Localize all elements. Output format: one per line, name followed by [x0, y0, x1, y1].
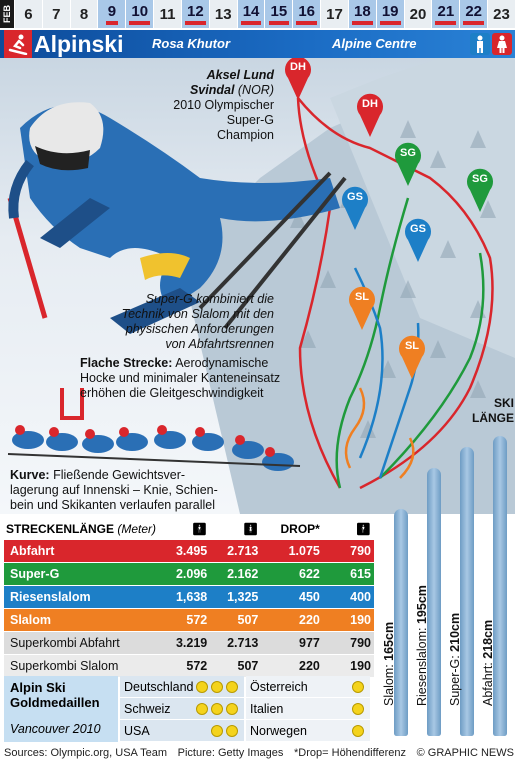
calendar-day: 13 [209, 0, 237, 28]
table-cell-name: Super-G [10, 567, 60, 581]
superg-description: Super-G kombiniert die Technik von Slalom mit den physischen Anforderungen von Abfahrtsrennen [121, 292, 274, 351]
skier-icon [4, 30, 32, 58]
course-stats-table [4, 518, 374, 678]
calendar-day: 7 [42, 0, 70, 28]
medal-entry [246, 720, 370, 741]
medal-entry [120, 676, 244, 697]
table-cell-l-w: 1,325 [227, 590, 259, 604]
table-row [4, 540, 374, 563]
male-icon: 🚹︎ [191, 522, 208, 536]
table-cell-d-m: 1.075 [288, 544, 320, 558]
course-marker-sg [466, 168, 494, 212]
country-name: Österreich [250, 679, 308, 694]
calendar-day: 23 [487, 0, 515, 28]
gold-medal-icon [211, 703, 223, 715]
course-marker-sl [348, 286, 376, 330]
ski-length-label: Abfahrt: 218cm [481, 619, 495, 706]
country-name: USA [124, 723, 150, 738]
ski [493, 436, 507, 736]
table-cell-d-w: 790 [350, 636, 371, 650]
calendar-day: 10 [125, 0, 153, 28]
table-cell-d-m: 622 [299, 567, 320, 581]
table-cell-l-w: 507 [237, 659, 259, 673]
sources: Sources: Olympic.org, USA Team [4, 747, 168, 759]
marker-label: SG [472, 173, 488, 185]
marker-label: SG [400, 147, 416, 159]
calendar-day: 8 [70, 0, 98, 28]
table-cell-name: Slalom [10, 613, 51, 627]
table-header: STRECKENLÄNGE (Meter) 🚹︎ 🚺︎ DROP* 🚹︎ [4, 518, 374, 540]
gold-medal-icon [226, 725, 238, 737]
country-name: Deutschland [124, 679, 194, 694]
marker-label: GS [347, 191, 363, 203]
drop-note: *Drop= Höhendifferenz [294, 747, 407, 759]
ski [460, 447, 474, 736]
table-cell-d-m: 450 [299, 590, 320, 604]
country-name: Schweiz [124, 701, 171, 716]
gold-medal-icon [352, 681, 364, 693]
marker-label: DH [290, 61, 306, 73]
table-cell-d-w: 190 [350, 659, 371, 673]
gold-medal-icon [196, 681, 208, 693]
table-cell-d-m: 220 [299, 659, 320, 673]
ski-length-label: SKI LÄNGE [472, 396, 514, 425]
male-icon [470, 33, 490, 55]
calendar-day: 12 [181, 0, 209, 28]
calendar-day: 22 [459, 0, 487, 28]
calendar-day: 15 [264, 0, 292, 28]
table-cell-name: Abfahrt [10, 544, 55, 558]
table-cell-l-w: 2.713 [227, 636, 259, 650]
table-row [4, 632, 374, 655]
table-cell-l-m: 3.219 [175, 636, 208, 650]
gold-medal-icon [211, 725, 223, 737]
table-cell-l-m: 2.096 [175, 567, 208, 581]
country-name: Norwegen [250, 723, 307, 738]
course-marker-dh [284, 58, 312, 100]
calendar-day: 14 [237, 0, 265, 28]
footer [4, 742, 514, 764]
ski-length-graphic [376, 430, 515, 742]
venue-name: Rosa Khutor [152, 36, 230, 51]
marker-label: GS [410, 223, 426, 235]
picture-credit: Picture: Getty Images [177, 747, 284, 759]
ski-length-label: Super-G: 210cm [448, 612, 462, 706]
table-cell-d-m: 977 [299, 636, 320, 650]
table-cell-l-w: 2.162 [227, 567, 259, 581]
ski [427, 468, 441, 736]
month-label: FEB [0, 0, 14, 28]
table-cell-name: Riesenslalom [10, 590, 91, 604]
calendar-day: 21 [431, 0, 459, 28]
female-icon: 🚺︎ [243, 522, 259, 536]
ski [394, 509, 408, 736]
gold-medal-icon [226, 681, 238, 693]
table-cell-d-w: 190 [350, 613, 371, 627]
medals-title-box: Alpin Ski Goldmedaillen Vancouver 2010 [4, 676, 118, 742]
calendar-day: 11 [153, 0, 181, 28]
course-marker-sg [394, 142, 422, 186]
table-cell-l-m: 1,638 [175, 590, 208, 604]
calendar-day: 16 [292, 0, 320, 28]
venue-subname: Alpine Centre [332, 36, 417, 51]
table-row [4, 563, 374, 586]
marker-label: SL [354, 291, 370, 303]
country-name: Italien [250, 701, 284, 716]
table-cell-l-m: 572 [186, 659, 208, 673]
gold-medal-icon [352, 725, 364, 737]
gold-medals-panel [4, 676, 370, 742]
gold-medal-icon [226, 703, 238, 715]
medal-entry [246, 676, 370, 697]
table-cell-name: Superkombi Abfahrt [10, 636, 120, 650]
course-marker-gs [341, 186, 369, 230]
marker-label: SL [404, 340, 420, 352]
flat-course-description: Flache Strecke: Aerodynamische Hocke und minimaler Kanteneinsatz erhöhen die Gleitgeschwindigkeit [80, 356, 281, 400]
marker-label: DH [362, 98, 378, 110]
calendar-day: 19 [376, 0, 404, 28]
table-row [4, 655, 374, 678]
calendar-strip [0, 0, 515, 28]
calendar-day: 6 [14, 0, 42, 28]
course-marker-gs [404, 218, 432, 262]
female-icon [492, 33, 512, 55]
gold-medal-icon [352, 703, 364, 715]
page-title: Alpinski [34, 31, 124, 57]
calendar-day: 20 [404, 0, 432, 28]
table-cell-d-w: 790 [350, 544, 371, 558]
table-cell-name: Superkombi Slalom [10, 659, 119, 673]
table-cell-l-m: 572 [186, 613, 208, 627]
course-marker-sl [398, 335, 426, 379]
graphic-credit: © GRAPHIC NEWS [416, 747, 514, 759]
table-cell-l-w: 507 [237, 613, 259, 627]
table-cell-l-w: 2.713 [227, 544, 259, 558]
male-icon: 🚹︎ [355, 522, 371, 536]
table-cell-l-m: 3.495 [175, 544, 208, 558]
calendar-day: 9 [97, 0, 125, 28]
table-row [4, 609, 374, 632]
table-row [4, 586, 374, 609]
ski-length-label: Riesenslalom: 195cm [415, 585, 429, 706]
calendar-day: 17 [320, 0, 348, 28]
ski-length-label: Slalom: 165cm [382, 621, 396, 706]
calendar-day: 18 [348, 0, 376, 28]
curve-description: Kurve: Fließende Gewichtsver- lagerung auf Innenski – Knie, Schien- bein und Skikanten verlaufen parallel [10, 468, 218, 512]
medal-entry [246, 698, 370, 719]
gold-medal-icon [196, 703, 208, 715]
table-cell-d-w: 400 [350, 590, 371, 604]
table-cell-d-w: 615 [350, 567, 371, 581]
medal-entry [120, 698, 244, 719]
athlete-caption: Aksel Lund Svindal (NOR) 2010 Olympischer Super-G Champion [173, 68, 274, 142]
medal-entry [120, 720, 244, 741]
table-cell-d-m: 220 [299, 613, 320, 627]
course-marker-dh [356, 93, 384, 137]
gold-medal-icon [211, 681, 223, 693]
